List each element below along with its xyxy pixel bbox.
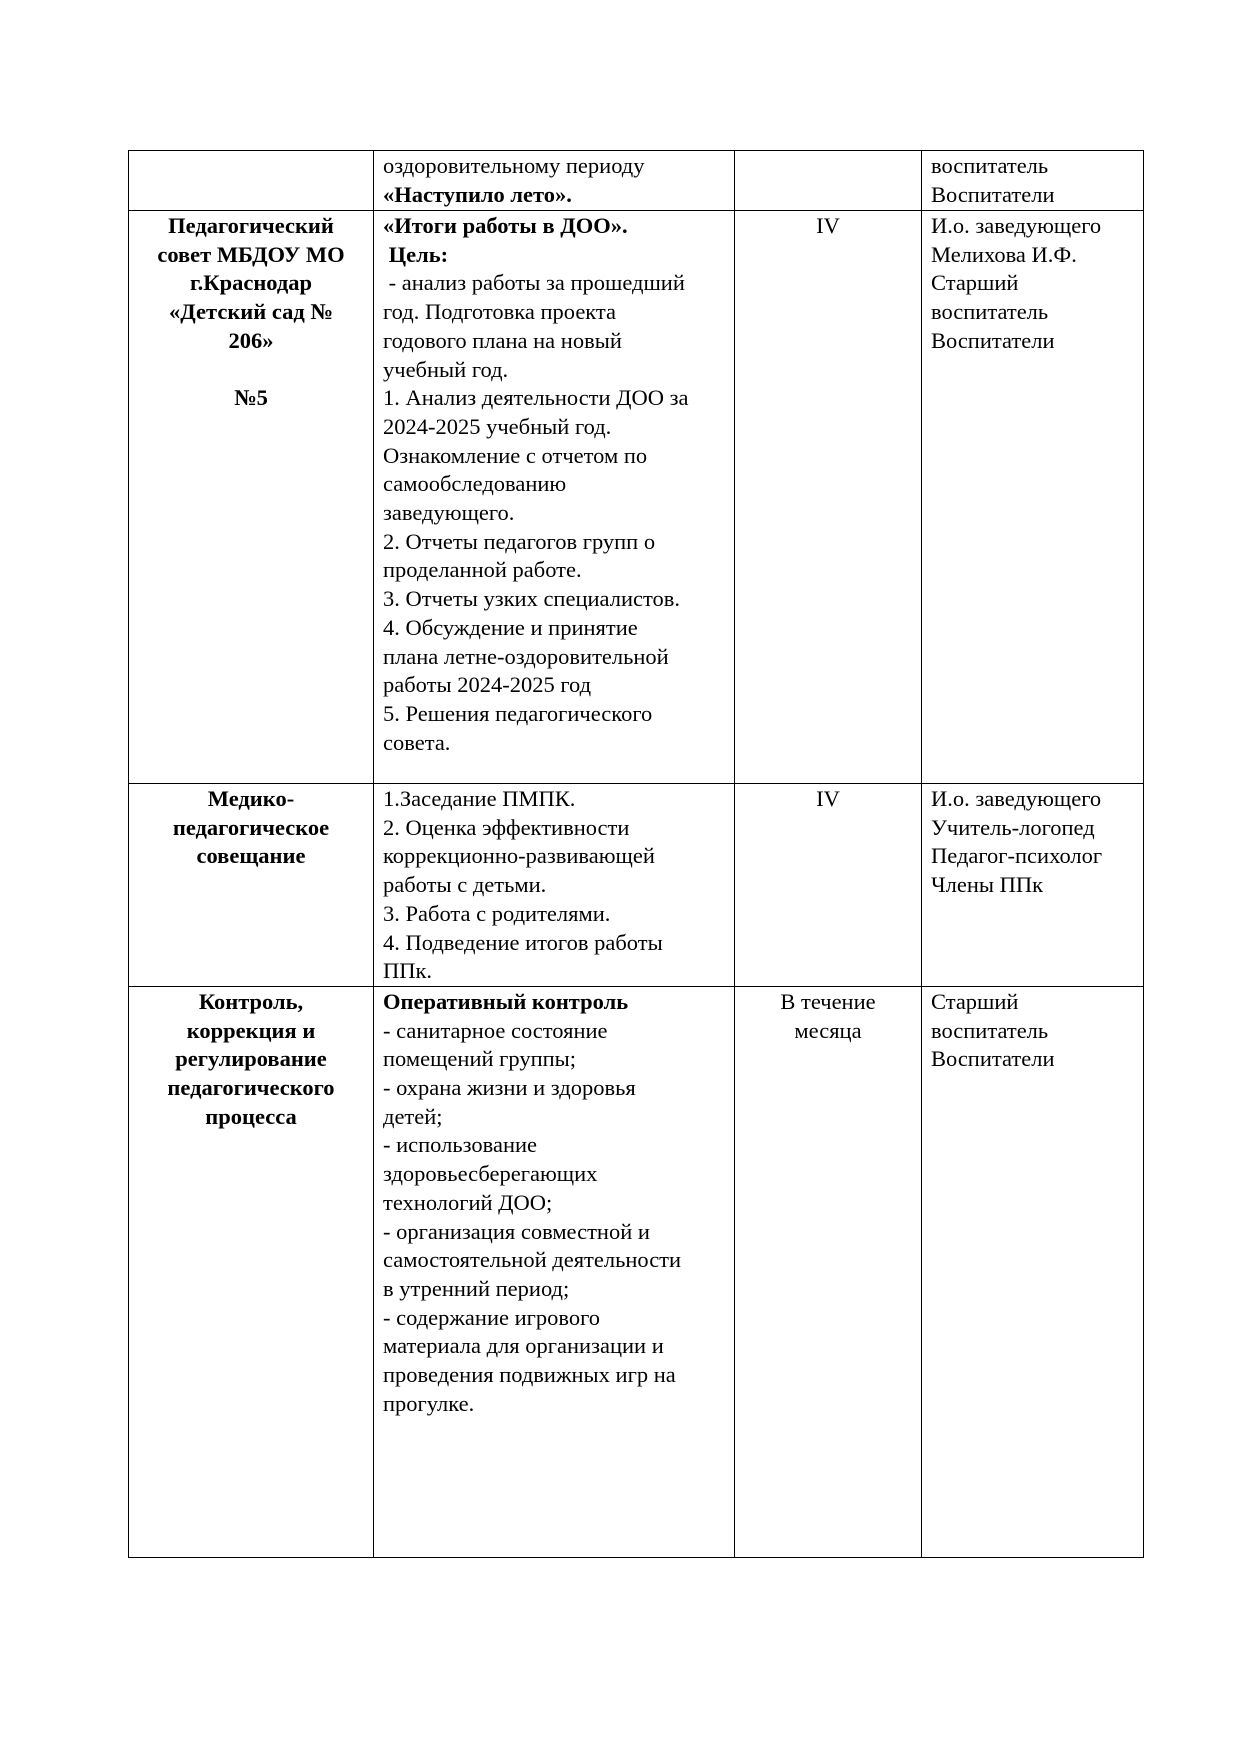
period-cell (735, 151, 922, 211)
content-line: - охрана жизни и здоровья (383, 1075, 636, 1101)
event-cell (129, 784, 374, 987)
period-cell: IV (735, 211, 922, 784)
content-line: 2. Отчеты педагогов групп о (383, 528, 656, 554)
event-line: коррекция и (186, 1017, 316, 1043)
content-line: - санитарное состояние (383, 1017, 608, 1043)
content-line: здоровьесберегающих (383, 1161, 598, 1187)
event-line: совет МБДОУ МО (157, 241, 345, 267)
content-line: технологий ДОО; (383, 1189, 553, 1215)
responsible-cell (922, 986, 1144, 1557)
content-line: 4. Подведение итогов работы (383, 929, 663, 955)
content-heading: Цель: (383, 241, 449, 267)
plan-table (128, 150, 1144, 1558)
content-line: прогулке. (383, 1390, 475, 1416)
content-line: 2. Оценка эффективности (383, 814, 630, 840)
content-cell (374, 784, 735, 987)
responsible-line: Старший (931, 988, 1019, 1014)
content-line: ППк. (383, 958, 433, 984)
responsible-line: Мелихова И.Ф. (931, 241, 1077, 267)
content-line: учебный год. (383, 356, 509, 382)
event-line: «Детский сад № (169, 299, 333, 325)
event-line: педагогического (167, 1075, 335, 1101)
event-line: регулирование (175, 1046, 327, 1072)
content-line: проведения подвижных игр на (383, 1362, 676, 1388)
responsible-line: Воспитатели (931, 1046, 1055, 1072)
content-line: - анализ работы за прошедший (383, 270, 685, 296)
content-line: годового плана на новый (383, 327, 622, 353)
event-line: Медико- (207, 786, 295, 811)
event-line: г.Краснодар (189, 270, 313, 296)
content-line: 4. Обсуждение и принятие (383, 614, 638, 640)
content-line: 1. Анализ деятельности ДОО за (383, 385, 689, 411)
responsible-cell (922, 784, 1144, 987)
responsible-line: воспитатель (931, 299, 1049, 325)
event-line: Педагогический (168, 213, 334, 238)
content-line: проделанной работе. (383, 557, 582, 583)
content-line: плана летне-оздоровительной (383, 643, 669, 669)
responsible-line: воспитатель (931, 1017, 1049, 1043)
responsible-cell (922, 151, 1144, 211)
content-line: в утренний период; (383, 1275, 570, 1301)
content-line: - использование (383, 1132, 538, 1158)
content-line: коррекционно-развивающей (383, 843, 655, 869)
event-cell (129, 986, 374, 1557)
table-row (129, 211, 1144, 784)
plan-table-body (129, 151, 1144, 1558)
event-line: Контроль, (198, 988, 304, 1014)
period-cell: В течение месяца (735, 986, 922, 1557)
responsible-line: Члены ППк (931, 872, 1044, 898)
event-cell (129, 151, 374, 211)
event-line: №5 (234, 385, 268, 411)
responsible-cell (922, 211, 1144, 784)
responsible-line: Старший (931, 270, 1019, 296)
content-line: материала для организации и (383, 1333, 664, 1359)
content-line: самостоятельной деятельности (383, 1247, 682, 1273)
content-line: работы с детьми. (383, 872, 547, 898)
blank-line (138, 356, 364, 385)
event-line: педагогическое (172, 814, 330, 840)
content-line: 3. Работа с родителями. (383, 900, 611, 926)
responsible-line: Воспитатели (931, 327, 1055, 353)
responsible-line: Воспитатели (931, 181, 1055, 207)
content-line: оздоровительному периоду (383, 153, 645, 178)
content-cell (374, 211, 735, 784)
content-cell (374, 151, 735, 211)
responsible-line: И.о. заведующего (931, 213, 1102, 238)
table-row (129, 151, 1144, 211)
responsible-line: воспитатель (931, 153, 1049, 178)
content-line: - содержание игрового (383, 1304, 601, 1330)
responsible-line: И.о. заведующего (931, 786, 1102, 811)
content-heading: «Итоги работы в ДОО». (383, 213, 628, 238)
event-line: совещание (196, 843, 306, 869)
content-line: год. Подготовка проекта (383, 299, 617, 325)
content-line: работы 2024-2025 год (383, 672, 592, 698)
period-cell: IV (735, 784, 922, 987)
content-line: самообследованию (383, 471, 567, 497)
content-line: 3. Отчеты узких специалистов. (383, 586, 681, 612)
content-line: совета. (383, 729, 451, 755)
responsible-line: Педагог-психолог (931, 843, 1103, 869)
content-line: заведующего. (383, 500, 515, 526)
content-line: помещений группы; (383, 1046, 577, 1072)
content-line: - организация совместной и (383, 1218, 650, 1244)
content-line: 5. Решения педагогического (383, 700, 653, 726)
content-line: 1.Заседание ПМПК. (383, 786, 576, 811)
responsible-line: Учитель-логопед (931, 814, 1095, 840)
event-line: 206» (228, 327, 274, 353)
content-line: Ознакомление с отчетом по (383, 442, 648, 468)
content-heading: Оперативный контроль (383, 988, 629, 1014)
table-row (129, 986, 1144, 1557)
content-cell (374, 986, 735, 1557)
event-line: процесса (205, 1103, 297, 1129)
event-cell (129, 211, 374, 784)
content-line: 2024-2025 учебный год. (383, 413, 612, 439)
content-line: детей; (383, 1103, 443, 1129)
table-row (129, 784, 1144, 987)
content-heading: «Наступило лето». (383, 181, 572, 207)
